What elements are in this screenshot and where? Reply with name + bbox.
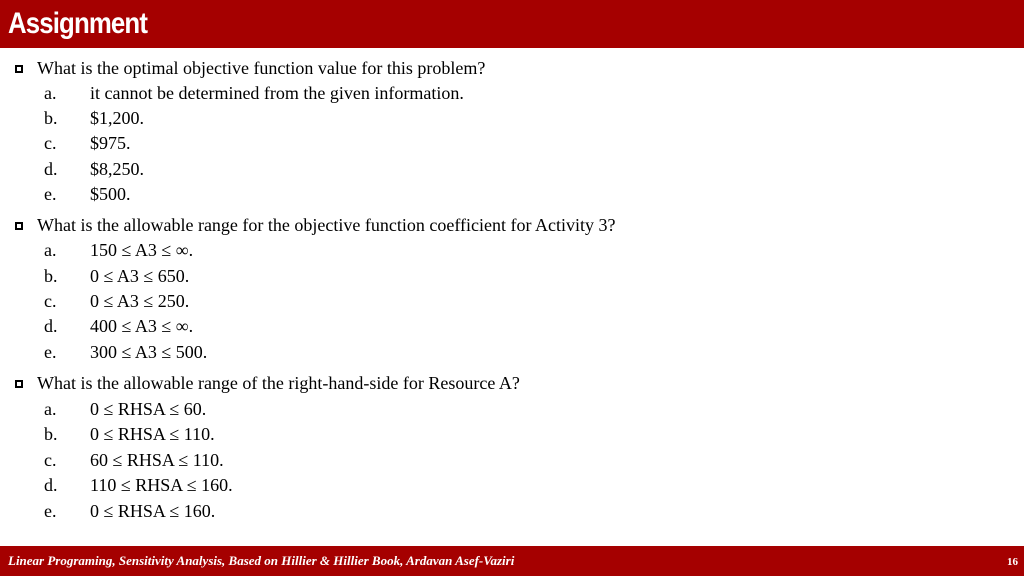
option-text: $975. — [90, 133, 131, 153]
option-2a — [44, 238, 193, 263]
option-2b — [44, 264, 189, 289]
option-text: 0 ≤ RHSA ≤ 60. — [90, 399, 207, 419]
option-letter: c. — [44, 291, 57, 311]
option-2c — [44, 289, 189, 314]
option-text: 400 ≤ A3 ≤ ∞. — [90, 316, 194, 336]
option-letter: a. — [44, 83, 57, 103]
option-letter: b. — [44, 266, 58, 286]
option-letter: e. — [44, 342, 57, 362]
option-1e — [44, 182, 131, 207]
option-3a — [44, 397, 206, 422]
option-text: 300 ≤ A3 ≤ 500. — [90, 342, 208, 362]
square-bullet-icon — [15, 65, 23, 73]
option-text: 0 ≤ RHSA ≤ 160. — [90, 501, 216, 521]
square-bullet-icon — [15, 222, 23, 230]
option-text: $500. — [90, 184, 131, 204]
option-letter: e. — [44, 501, 57, 521]
option-text: 0 ≤ A3 ≤ 650. — [90, 266, 190, 286]
option-letter: d. — [44, 475, 58, 495]
option-letter: c. — [44, 450, 57, 470]
question-text: What is the allowable range for the objective function coefficient for Activity 3? — [37, 215, 616, 235]
option-letter: c. — [44, 133, 57, 153]
option-text: 60 ≤ RHSA ≤ 110. — [90, 450, 224, 470]
page-number: 16 — [1007, 556, 1018, 568]
option-letter: b. — [44, 108, 58, 128]
option-text: 0 ≤ A3 ≤ 250. — [90, 291, 190, 311]
option-letter: d. — [44, 316, 58, 336]
option-text: it cannot be determined from the given information. — [90, 83, 464, 103]
square-bullet-icon — [15, 380, 23, 388]
option-letter: a. — [44, 240, 57, 260]
question-text: What is the optimal objective function value for this problem? — [37, 58, 486, 78]
question-2 — [15, 213, 615, 238]
option-letter: a. — [44, 399, 57, 419]
question-3 — [15, 371, 520, 396]
footer-bar — [0, 546, 1024, 576]
option-text: 110 ≤ RHSA ≤ 160. — [90, 475, 233, 495]
question-1 — [15, 56, 485, 81]
option-text: $8,250. — [90, 159, 144, 179]
option-2e — [44, 340, 207, 365]
option-3d — [44, 473, 233, 498]
question-text: What is the allowable range of the right-hand-side for Resource A? — [37, 373, 520, 393]
option-3e — [44, 499, 215, 524]
option-3b — [44, 422, 215, 447]
option-1d — [44, 157, 144, 182]
slide-title: Assignment — [8, 7, 148, 40]
option-2d — [44, 314, 193, 339]
option-3c — [44, 448, 224, 473]
option-1b — [44, 106, 144, 131]
option-letter: b. — [44, 424, 58, 444]
option-letter: e. — [44, 184, 57, 204]
footer-text: Linear Programing, Sensitivity Analysis, Based on Hillier & Hillier Book, Ardavan Asef-Vaziri — [8, 553, 515, 568]
option-text: $1,200. — [90, 108, 144, 128]
option-text: 150 ≤ A3 ≤ ∞. — [90, 240, 194, 260]
option-1a — [44, 81, 464, 106]
option-letter: d. — [44, 159, 58, 179]
option-text: 0 ≤ RHSA ≤ 110. — [90, 424, 215, 444]
option-1c — [44, 131, 131, 156]
